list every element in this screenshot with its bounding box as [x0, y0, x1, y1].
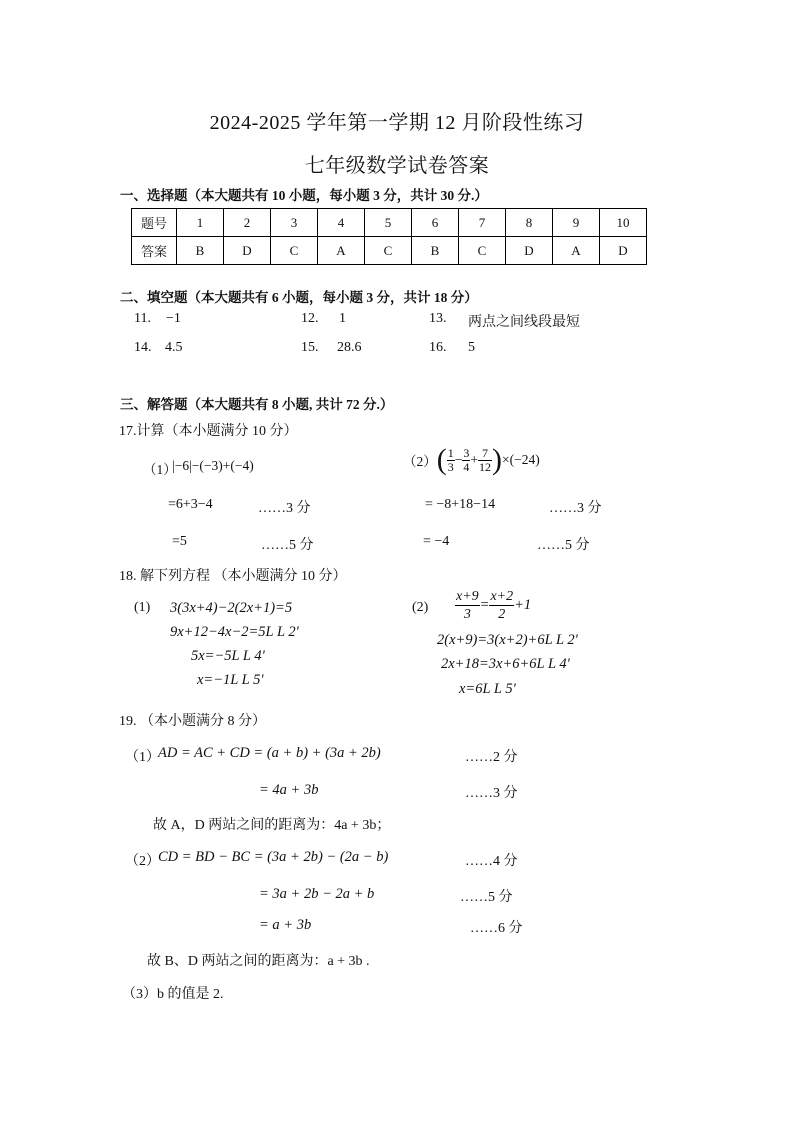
- q18-part1-line2: 9x+12−4x−2=5L L 2': [170, 624, 299, 640]
- table-cell: 1: [177, 209, 224, 237]
- table-cell: D: [224, 237, 271, 265]
- q19-title: 19. （本小题满分 8 分）: [119, 714, 266, 729]
- q18-part1-label: (1): [134, 600, 151, 615]
- q18-part2-tail: +1: [514, 597, 532, 613]
- q17-part1-step1-score: ……3 分: [258, 501, 311, 516]
- fill-item-number: 12.: [301, 311, 319, 326]
- q19-part2-label: （2）: [125, 854, 160, 869]
- q17-part1-expression: |−6|−(−3)+(−4): [172, 458, 254, 473]
- q17-part2-step2: = −4: [423, 534, 450, 549]
- page-subtitle: 七年级数学试卷答案: [304, 155, 490, 177]
- table-cell: 10: [600, 209, 647, 237]
- table-cell: 6: [412, 209, 459, 237]
- q19-part2-line3-score: ……6 分: [470, 921, 523, 936]
- q19-part2-line1: CD = BD − BC = (3a + 2b) − (2a − b): [158, 849, 389, 865]
- q18-part2-line1: [455, 588, 531, 623]
- table-row: [132, 209, 647, 237]
- right-paren-icon: ): [492, 443, 502, 476]
- plus-sign: +: [470, 452, 478, 467]
- q17-part1-step1: =6+3−4: [168, 497, 213, 512]
- q17-part2: [403, 445, 540, 475]
- q19-part2-line3: = a + 3b: [259, 917, 312, 933]
- q17-part2-step2-score: ……5 分: [537, 538, 590, 553]
- fill-item-answer: 5: [468, 340, 475, 355]
- section3-heading: 三、解答题（本大题共有 8 小题, 共计 72 分.）: [120, 397, 394, 412]
- table-cell: 5: [365, 209, 412, 237]
- table-cell: C: [271, 237, 318, 265]
- q19-part1-label: （1）: [125, 750, 160, 765]
- table-cell: D: [600, 237, 647, 265]
- fill-item-number: 16.: [429, 340, 447, 355]
- fraction: $\frac{7}{12}$: [479, 445, 491, 474]
- q17-part1-step2: =5: [172, 534, 187, 549]
- q19-part1-line2: = 4a + 3b: [259, 782, 319, 798]
- answer-table: [131, 208, 647, 265]
- q17-title: 17.计算（本小题满分 10 分）: [119, 424, 298, 439]
- fill-item-answer: 28.6: [337, 340, 362, 355]
- q17-part2-step1: = −8+18−14: [425, 497, 496, 512]
- q18-part2-line2: 2(x+9)=3(x+2)+6L L 2': [437, 632, 578, 648]
- table-row: [132, 237, 647, 265]
- q18-part1-line4: x=−1L L 5': [197, 672, 264, 688]
- q17-part2-tail: ×(−24): [502, 452, 540, 467]
- table-cell: 4: [318, 209, 365, 237]
- q19-part3: （3）b 的值是 2.: [122, 987, 224, 1002]
- q17-part2-label: （2）: [403, 454, 437, 469]
- table-cell: A: [553, 237, 600, 265]
- fill-item-answer: 1: [339, 311, 346, 326]
- fill-item-number: 14.: [134, 340, 152, 355]
- q17-part2-step1-score: ……3 分: [549, 501, 602, 516]
- page-title: 2024-2025 学年第一学期 12 月阶段性练习: [209, 112, 585, 134]
- table-cell: 8: [506, 209, 553, 237]
- q19-part2-line1-score: ……4 分: [465, 854, 518, 869]
- q19-part1-line2-score: ……3 分: [465, 786, 518, 801]
- table-cell: B: [412, 237, 459, 265]
- q19-part1-conclusion: 故 A，D 两站之间的距离为：4a + 3b；: [153, 818, 391, 833]
- minus-sign: −: [454, 452, 463, 467]
- q19-part1-line1: AD = AC + CD = (a + b) + (3a + 2b): [158, 745, 381, 761]
- q19-part2-line2: = 3a + 2b − 2a + b: [259, 886, 375, 902]
- row-label-answer: 答案: [132, 237, 177, 265]
- q18-part2-line3: 2x+18=3x+6+6L L 4': [441, 656, 570, 672]
- table-cell: C: [365, 237, 412, 265]
- section2-heading: 二、填空题（本大题共有 6 小题，每小题 3 分，共计 18 分）: [120, 290, 478, 305]
- fill-item-number: 11.: [134, 311, 151, 326]
- row-label-number: 题号: [132, 209, 177, 237]
- q19-part2-conclusion: 故 B、D 两站之间的距离为：a + 3b .: [147, 954, 370, 969]
- table-cell: 2: [224, 209, 271, 237]
- q19-part2-line2-score: ……5 分: [460, 890, 513, 905]
- left-paren-icon: (: [436, 443, 447, 476]
- fill-item-answer: −1: [166, 311, 181, 326]
- table-cell: 9: [553, 209, 600, 237]
- q19-part1-line1-score: ……2 分: [465, 750, 518, 765]
- table-cell: 3: [271, 209, 318, 237]
- q18-part1-line3: 5x=−5L L 4': [191, 648, 265, 664]
- q18-part1-line1: 3(3x+4)−2(2x+1)=5: [170, 600, 293, 616]
- q18-title: 18. 解下列方程 （本小题满分 10 分）: [119, 569, 347, 584]
- q18-part2-line4: x=6L L 5': [459, 681, 516, 697]
- fraction: $\frac{1}{3}$: [447, 445, 454, 474]
- fill-item-answer: 两点之间线段最短: [468, 315, 580, 330]
- fill-item-number: 13.: [429, 311, 447, 326]
- section1-heading: 一、选择题（本大题共有 10 小题，每小题 3 分，共计 30 分.）: [120, 188, 488, 203]
- fill-item-number: 15.: [301, 340, 319, 355]
- table-cell: C: [459, 237, 506, 265]
- table-cell: A: [318, 237, 365, 265]
- table-cell: 7: [459, 209, 506, 237]
- fraction: $\frac{x+9}{3}$: [456, 589, 479, 622]
- equals-sign: =: [479, 597, 490, 613]
- fill-item-answer: 4.5: [165, 340, 183, 355]
- q17-part1-step2-score: ……5 分: [261, 538, 314, 553]
- fraction: $\frac{x+2}{2}$: [490, 589, 514, 622]
- fraction: $\frac{3}{4}$: [463, 445, 470, 474]
- q17-part1-label: （1）: [143, 462, 177, 477]
- q18-part2-label: (2): [412, 600, 429, 615]
- table-cell: B: [177, 237, 224, 265]
- table-cell: D: [506, 237, 553, 265]
